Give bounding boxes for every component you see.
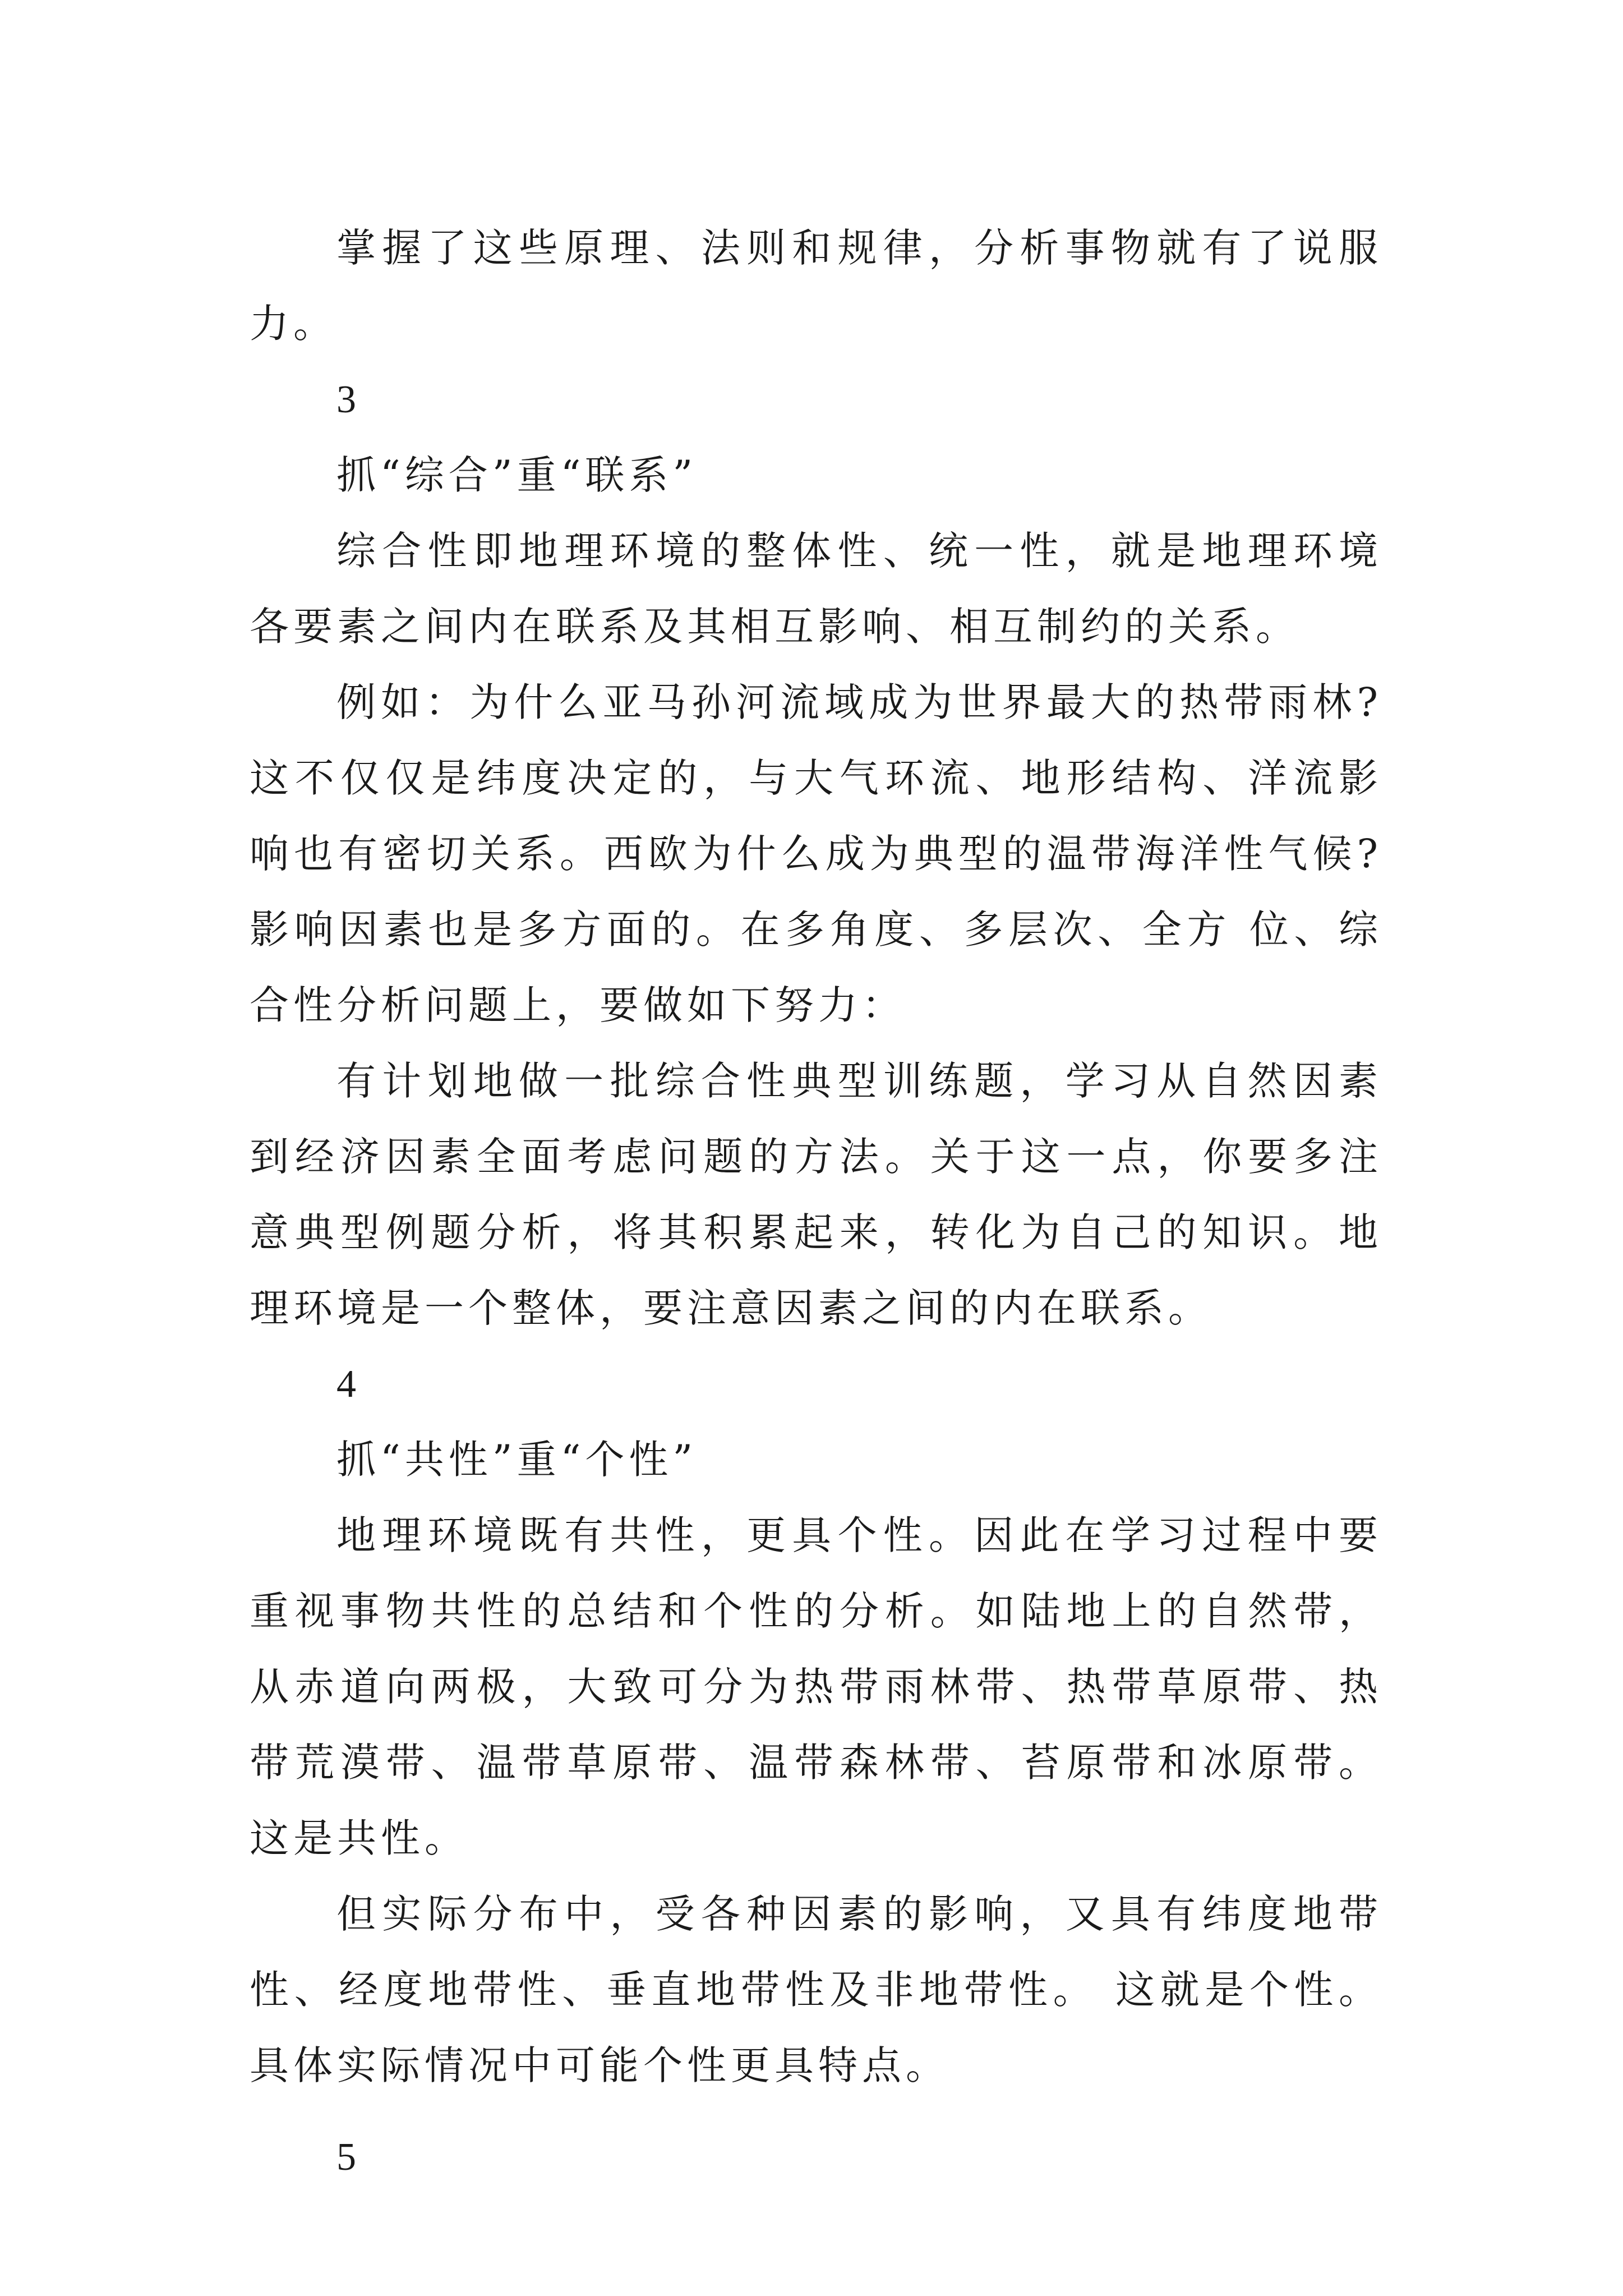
- paragraph-training-method: 有计划地做一批综合性典型训练题，学习从自然因素到经济因素全面考虑问题的方法。关于这一点，你要多注意典型例题分析，将其积累起来，转化为自己的知识。地理环境是一个整体，要注意因素之间的内在联系。: [250, 1058, 1382, 1331]
- document-body: [250, 210, 1382, 2195]
- section-number-4: 4: [336, 1363, 361, 1406]
- paragraph-example-amazon: 例如：为什么亚马孙河流域成为世界最大的热带雨林?这不仅仅是纬度决定的，与大气环流、地形结构、洋流影响也有密切关系。西欧为什么成为典型的温带海洋性气候?影响因素也是多方面的。在多角度、多层次、全方 位、综合性分析问题上，要做如下努力：: [250, 679, 1382, 1028]
- paragraph-individuality: 但实际分布中，受各种因素的影响，又具有纬度地带性、经度地带性、垂直地带性及非地带性。 这就是个性。具体实际情况中可能个性更具特点。: [250, 1891, 1382, 2088]
- section-number-5: 5: [336, 2136, 361, 2179]
- paragraph-conclusion: 掌握了这些原理、法则和规律，分析事物就有了说服力。: [250, 225, 1382, 347]
- section-number-3: 3: [336, 378, 361, 421]
- section-heading-comprehensive: 抓“综合”重“联系”: [336, 452, 698, 498]
- paragraph-comprehensive-definition: 综合性即地理环境的整体性、统一性，就是地理环境各要素之间内在联系及其相互影响、相互制约的关系。: [250, 528, 1382, 650]
- paragraph-natural-zones: 地理环境既有共性，更具个性。因此在学习过程中要重视事物共性的总结和个性的分析。如陆地上的自然带，从赤道向两极，大致可分为热带雨林带、热带草原带、热带荒漠带、温带草原带、温带森林带、苔原带和冰原带。这是共性。: [250, 1512, 1382, 1861]
- section-heading-commonality: 抓“共性”重“个性”: [336, 1437, 698, 1483]
